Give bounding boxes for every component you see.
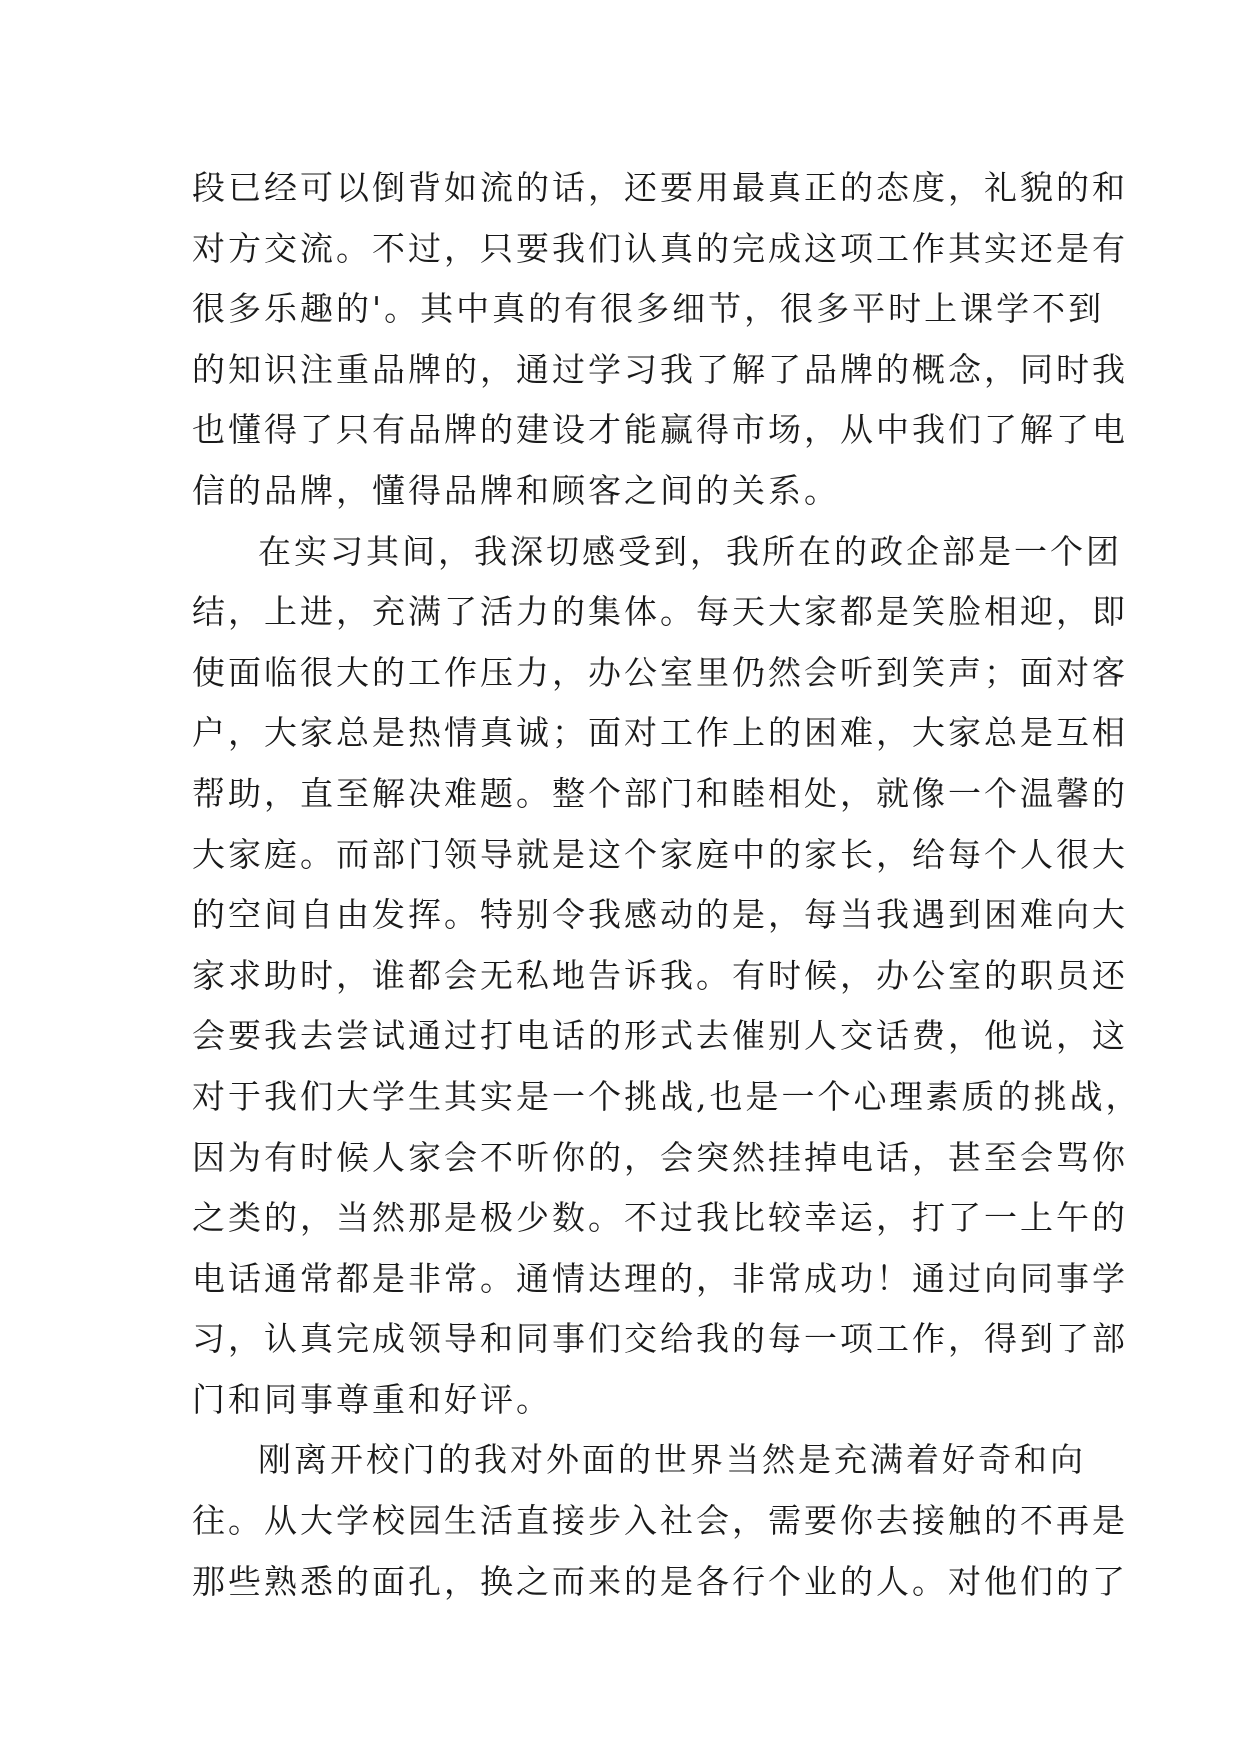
paragraph-first-line: 刚离开校门的我对外面的世界当然是充满着好奇和向 xyxy=(258,1440,1086,1480)
text-line: 会要我去尝试通过打电话的形式去催别人交话费，他说，这 xyxy=(192,1016,1128,1056)
text-line: 习，认真完成领导和同事们交给我的每一项工作，得到了部 xyxy=(192,1319,1128,1359)
text-line: 的空间自由发挥。特别令我感动的是，每当我遇到困难向大 xyxy=(192,895,1128,935)
text-line: 那些熟悉的面孔，换之而来的是各行个业的人。对他们的了 xyxy=(192,1561,1128,1601)
text-line: 户，大家总是热情真诚；面对工作上的困难，大家总是互相 xyxy=(192,713,1128,753)
text-line: 的知识注重品牌的，通过学习我了解了品牌的概念，同时我 xyxy=(192,349,1128,389)
text-line: 往。从大学校园生活直接步入社会，需要你去接触的不再是 xyxy=(192,1501,1128,1541)
text-line: 也懂得了只有品牌的建设才能赢得市场，从中我们了解了电 xyxy=(192,410,1128,450)
text-line: 使面临很大的工作压力，办公室里仍然会听到笑声；面对客 xyxy=(192,652,1128,692)
text-line: 因为有时候人家会不听你的，会突然挂掉电话，甚至会骂你 xyxy=(192,1137,1128,1177)
text-line: 帮助，直至解决难题。整个部门和睦相处，就像一个温馨的 xyxy=(192,773,1128,813)
text-line: 大家庭。而部门领导就是这个家庭中的家长，给每个人很大 xyxy=(192,834,1128,874)
text-line: 段已经可以倒背如流的话，还要用最真正的态度，礼貌的和 xyxy=(192,168,1128,207)
text-line: 电话通常都是非常。通情达理的，非常成功！通过向同事学 xyxy=(192,1258,1128,1298)
paragraph-first-line: 在实习其间，我深切感受到，我所在的政企部是一个团 xyxy=(258,531,1122,571)
text-line: 家求助时，谁都会无私地告诉我。有时候，办公室的职员还 xyxy=(192,955,1128,995)
text-line: 结，上进，充满了活力的集体。每天大家都是笑脸相迎，即 xyxy=(192,592,1128,632)
text-line: 对于我们大学生其实是一个挑战,也是一个心理素质的挑战， xyxy=(192,1076,1142,1116)
body-text xyxy=(192,158,1142,1612)
text-line: 信的品牌，懂得品牌和顾客之间的关系。 xyxy=(192,470,840,510)
text-line: 之类的，当然那是极少数。不过我比较幸运，打了一上午的 xyxy=(192,1198,1128,1238)
text-line: 门和同事尊重和好评。 xyxy=(192,1379,552,1419)
text-line: 很多乐趣的'。其中真的有很多细节，很多平时上课学不到 xyxy=(192,289,1105,329)
text-line: 对方交流。不过，只要我们认真的完成这项工作其实还是有 xyxy=(192,228,1128,268)
